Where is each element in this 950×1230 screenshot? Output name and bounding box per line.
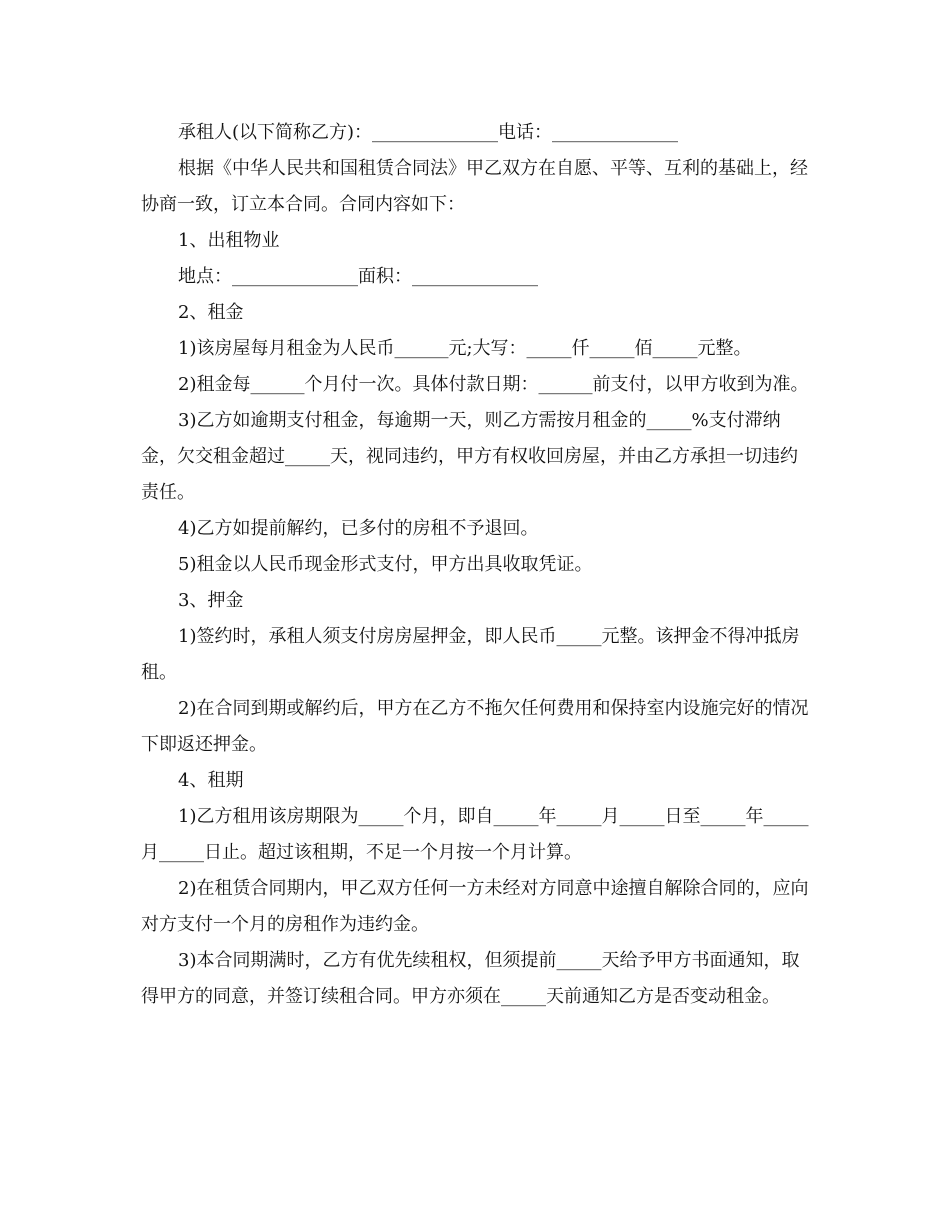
heading-text: 2、租金 — [178, 302, 244, 323]
rent-clause — [141, 511, 811, 547]
term-clause — [141, 799, 811, 871]
rent-clause — [141, 367, 811, 403]
paragraph-text: 根据《中华人民共和国租赁合同法》甲乙双方在自愿、平等、互利的基础上，经协商一致，订立本合同。合同内容如下： — [141, 158, 808, 215]
section-heading-term — [141, 763, 811, 799]
paragraph-text: 3)乙方如逾期支付租金，每逾期一天，则乙方需按月租金的_____%支付滞纳金，欠交租金超过_____天，视同违约，甲方有权收回房屋，并由乙方承担一切违约责任。 — [141, 410, 798, 503]
paragraph-text: 1)该房屋每月租金为人民币______元;大写：_____仟_____佰_____元整。 — [178, 338, 752, 359]
paragraph-text: 地点：______________面积：______________ — [178, 266, 538, 287]
rent-clause — [141, 403, 811, 511]
paragraph-text: 5)租金以人民币现金形式支付，甲方出具收取凭证。 — [178, 554, 593, 575]
paragraph-text: 承租人(以下简称乙方)：______________电话：______________ — [178, 122, 679, 143]
preamble-paragraph — [141, 151, 811, 223]
heading-text: 3、押金 — [178, 590, 244, 611]
paragraph-text: 3)本合同期满时，乙方有优先续租权，但须提前_____天给予甲方书面通知，取得甲方的同意，并签订续租合同。甲方亦须在_____天前通知乙方是否变动租金。 — [141, 950, 800, 1007]
section-heading-rent — [141, 295, 811, 331]
lessee-contact-line — [141, 115, 811, 151]
paragraph-text: 2)在合同到期或解约后，甲方在乙方不拖欠任何费用和保持室内设施完好的情况下即返还押金。 — [141, 698, 809, 755]
heading-text: 4、租期 — [178, 770, 244, 791]
paragraph-text: 1)签约时，承租人须支付房房屋押金，即人民币_____元整。该押金不得冲抵房租。 — [141, 626, 800, 683]
deposit-clause — [141, 619, 811, 691]
deposit-clause — [141, 691, 811, 763]
section-heading-deposit — [141, 583, 811, 619]
paragraph-text: 2)在租赁合同期内，甲乙双方任何一方未经对方同意中途擅自解除合同的，应向对方支付一个月的房租作为违约金。 — [141, 878, 809, 935]
section-heading-property — [141, 223, 811, 259]
term-clause — [141, 871, 811, 943]
location-area-line — [141, 259, 811, 295]
paragraph-text: 4)乙方如提前解约，已多付的房租不予退回。 — [178, 518, 539, 539]
rent-clause — [141, 331, 811, 367]
document-body — [141, 115, 811, 1015]
term-clause — [141, 943, 811, 1015]
rent-clause — [141, 547, 811, 583]
paragraph-text: 2)租金每______个月付一次。具体付款日期：______前支付，以甲方收到为准。 — [178, 374, 809, 395]
paragraph-text: 1)乙方租用该房期限为_____个月，即自_____年_____月_____日至_____年_____月_____日止。超过该租期，不足一个月按一个月计算。 — [141, 806, 809, 863]
heading-text: 1、出租物业 — [178, 230, 280, 251]
